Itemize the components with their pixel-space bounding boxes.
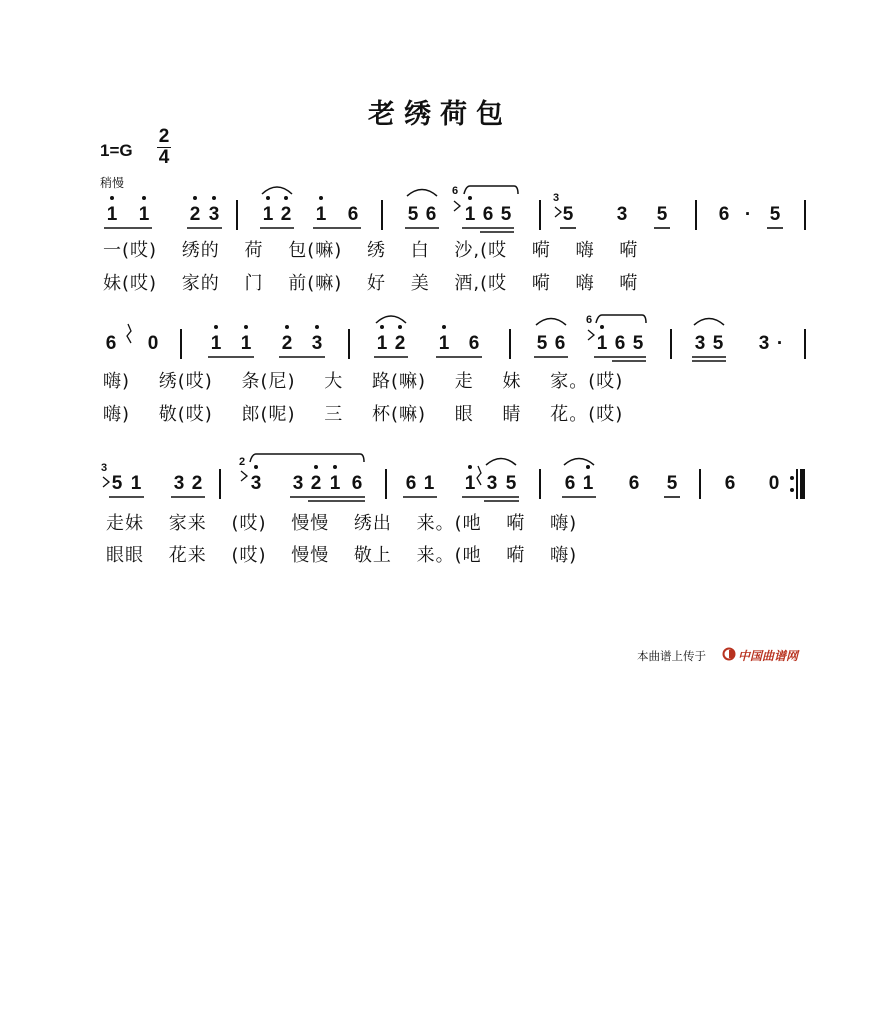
key-signature: 1=G <box>100 141 133 160</box>
note: 1 <box>106 204 118 225</box>
time-signature-bottom: 4 <box>158 147 170 168</box>
note: 6 <box>347 204 359 225</box>
note: 2 <box>280 204 292 225</box>
lyric-text: 嗨) 绣(哎) 条(尼) 大 路(嘛) 走 妹 家。(哎) <box>103 371 624 392</box>
note: 1 <box>315 204 327 225</box>
note: 5 <box>505 473 517 494</box>
site-brand-link[interactable]: 中国曲谱网 <box>738 649 799 663</box>
note: 6 <box>564 473 576 494</box>
octave-dots <box>110 196 604 469</box>
note: 0 <box>147 333 159 354</box>
repeat-dot <box>790 488 794 492</box>
note: 3 <box>173 473 185 494</box>
note: 5 <box>111 473 123 494</box>
note: 2 <box>394 333 406 354</box>
note: 5 <box>500 204 512 225</box>
augmentation-dot: · <box>744 204 752 225</box>
note: 6 <box>482 204 494 225</box>
note: 6 <box>554 333 566 354</box>
note: 2 <box>281 333 293 354</box>
lyric-text: 一(哎) 绣的 荷 包(嘛) 绣 白 沙,(哎 嗬 嗨 嗬 <box>103 240 639 261</box>
note: 3 <box>486 473 498 494</box>
grace-note: 6 <box>452 185 459 197</box>
note: 6 <box>468 333 480 354</box>
note: 6 <box>614 333 626 354</box>
note: 5 <box>769 204 781 225</box>
underlines <box>104 228 783 501</box>
upload-credit: 本曲谱上传于 <box>637 649 706 663</box>
lyric-text: 妹(哎) 家的 门 前(嘛) 好 美 酒,(哎 嗬 嗨 嗬 <box>103 273 639 294</box>
grace-note: 3 <box>101 462 108 474</box>
note: 2 <box>191 473 203 494</box>
note: 2 <box>310 473 322 494</box>
note: 6 <box>351 473 363 494</box>
note: 1 <box>210 333 222 354</box>
note: 3 <box>311 333 323 354</box>
note: 1 <box>376 333 388 354</box>
note: 6 <box>724 473 736 494</box>
note: 6 <box>405 473 417 494</box>
note: 3 <box>694 333 706 354</box>
note: 1 <box>423 473 435 494</box>
note: 5 <box>632 333 644 354</box>
final-bar-thick <box>800 469 805 499</box>
note: 3 <box>208 204 220 225</box>
note: 1 <box>262 204 274 225</box>
note: 1 <box>130 473 142 494</box>
note: 3 <box>292 473 304 494</box>
note: 3 <box>250 473 262 494</box>
song-title: 老绣荷包 <box>368 99 512 130</box>
note: 1 <box>596 333 608 354</box>
time-signature-top: 2 <box>158 126 170 147</box>
lyric-text: 嗨) 敬(哎) 郎(呢) 三 杯(嘛) 眼 睛 花。(哎) <box>103 404 624 425</box>
note: 3 <box>758 333 770 354</box>
note: 5 <box>562 204 574 225</box>
tempo-marking: 稍慢 <box>100 176 125 190</box>
note: 1 <box>464 473 476 494</box>
note: 3 <box>616 204 628 225</box>
note: 2 <box>189 204 201 225</box>
note: 1 <box>329 473 341 494</box>
rest: 0 <box>768 473 780 494</box>
note: 6 <box>718 204 730 225</box>
note: 5 <box>712 333 724 354</box>
note: 1 <box>240 333 252 354</box>
note: 5 <box>536 333 548 354</box>
note: 5 <box>666 473 678 494</box>
grace-note: 2 <box>239 456 246 468</box>
note: 1 <box>582 473 594 494</box>
grace-note: 3 <box>553 192 560 204</box>
note: 1 <box>464 204 476 225</box>
augmentation-dot: · <box>776 333 784 354</box>
lyric-text: 眼眼 花来 (哎) 慢慢 敬上 来。(吔 嗬 嗨) <box>106 545 578 566</box>
note: 5 <box>656 204 668 225</box>
grace-note: 6 <box>586 314 593 326</box>
note: 6 <box>105 333 117 354</box>
note: 1 <box>138 204 150 225</box>
note: 1 <box>438 333 450 354</box>
note: 6 <box>628 473 640 494</box>
lyric-text: 走妹 家来 (哎) 慢慢 绣出 来。(吔 嗬 嗨) <box>106 513 578 534</box>
repeat-dot <box>790 476 794 480</box>
note: 6 <box>425 204 437 225</box>
note: 5 <box>407 204 419 225</box>
